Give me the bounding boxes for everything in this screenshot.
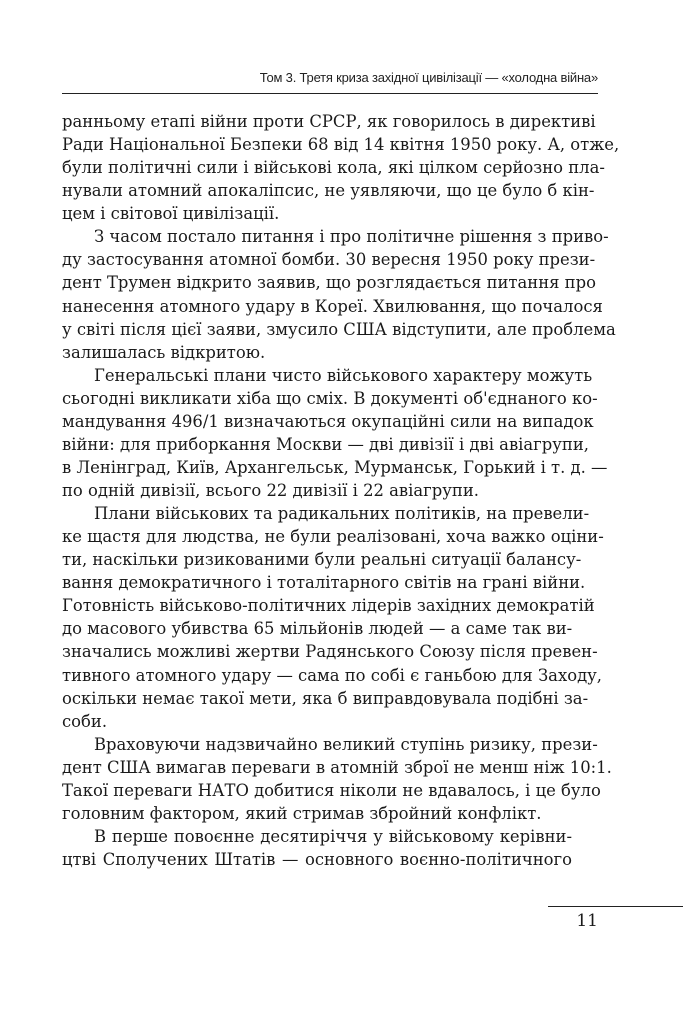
text-line: мандування 496/1 визначаються окупаційні сили на випадок [62, 411, 594, 431]
text-line: були політичні сили і військові кола, які цілком серйозно пла- [62, 158, 605, 178]
text-line: нували атомний апокаліпсис, не уявляючи, що це було б кін- [62, 181, 595, 201]
text-line: соби. [62, 711, 108, 731]
text-line: оскільки немає такої мети, яка б виправдовувала подібні за- [62, 688, 589, 708]
text-line: Враховуючи надзвичайно великий ступінь ризику, прези- [94, 734, 598, 754]
text-line: цтві Сполучених Штатів — основного воєнно-політичного [62, 850, 572, 869]
text-line: Такої переваги НАТО добитися ніколи не вдавалось, і це було [62, 780, 601, 800]
text-line: Генеральські плани чисто військового характеру можуть [94, 365, 593, 385]
text-line: дент США вимагав переваги в атомній зброї не менш ніж 10:1. [62, 757, 612, 777]
text-line: ти, наскільки ризикованими були реальні ситуації балансу- [62, 550, 582, 570]
text-line: З часом постало питання і про політичне рішення з приво- [94, 227, 609, 247]
text-line: залишалась відкритою. [62, 342, 266, 362]
text-line: Готовність військово-політичних лідерів західних демократій [62, 596, 595, 616]
footer-rule [548, 906, 683, 907]
text-line: у світі після цієї заяви, змусило США відступити, але проблема [62, 319, 616, 339]
header-rule [62, 93, 598, 94]
text-line: Плани військових та радикальних політиків, на превели- [94, 504, 590, 524]
text-line: ке щастя для людства, не були реалізовані, хоча важко оціни- [62, 527, 604, 547]
text-line: ду застосування атомної бомби. 30 вересня 1950 року прези- [62, 250, 596, 270]
text-line: вання демократичного і тоталітарного світів на грані війни. [62, 573, 586, 593]
text-line: головним фактором, який стримав збройний конфлікт. [62, 803, 542, 823]
page-number: 11 [576, 911, 598, 931]
text-line: до масового убивства 65 мільйонів людей — а саме так ви- [62, 619, 573, 639]
text-line: цем і світової цивілізації. [62, 204, 280, 224]
text-line: В перше повоєнне десятиріччя у військовому керівни- [94, 826, 572, 846]
body-text [62, 110, 620, 871]
text-line: значались можливі жертви Радянського Союзу після превен- [62, 642, 598, 662]
text-line: ранньому етапі війни проти СРСР, як говорилось в директиві [62, 112, 596, 131]
text-line: війни: для приборкання Москви — дві дивізії і дві авіагрупи, [62, 434, 589, 454]
text-line: нанесення атомного удару в Кореї. Хвилювання, що почалося [62, 296, 603, 316]
text-line: сьогодні викликати хіба що сміх. В документі об'єднаного ко- [62, 388, 598, 408]
text-line: дент Трумен відкрито заявив, що розглядається питання про [62, 273, 596, 293]
text-line: в Ленінград, Київ, Архангельськ, Мурманськ, Горький і т. д. — [62, 457, 608, 477]
text-line: по одній дивізії, всього 22 дивізії і 22 авіагрупи. [62, 481, 479, 500]
running-header: Том 3. Третя криза західної цивілізації — «холодна війна» [259, 70, 598, 85]
text-line: тивного атомного удару — сама по собі є ганьбою для Заходу, [62, 665, 603, 685]
text-line: Ради Національної Безпеки 68 від 14 квітня 1950 року. А, отже, [62, 135, 620, 155]
